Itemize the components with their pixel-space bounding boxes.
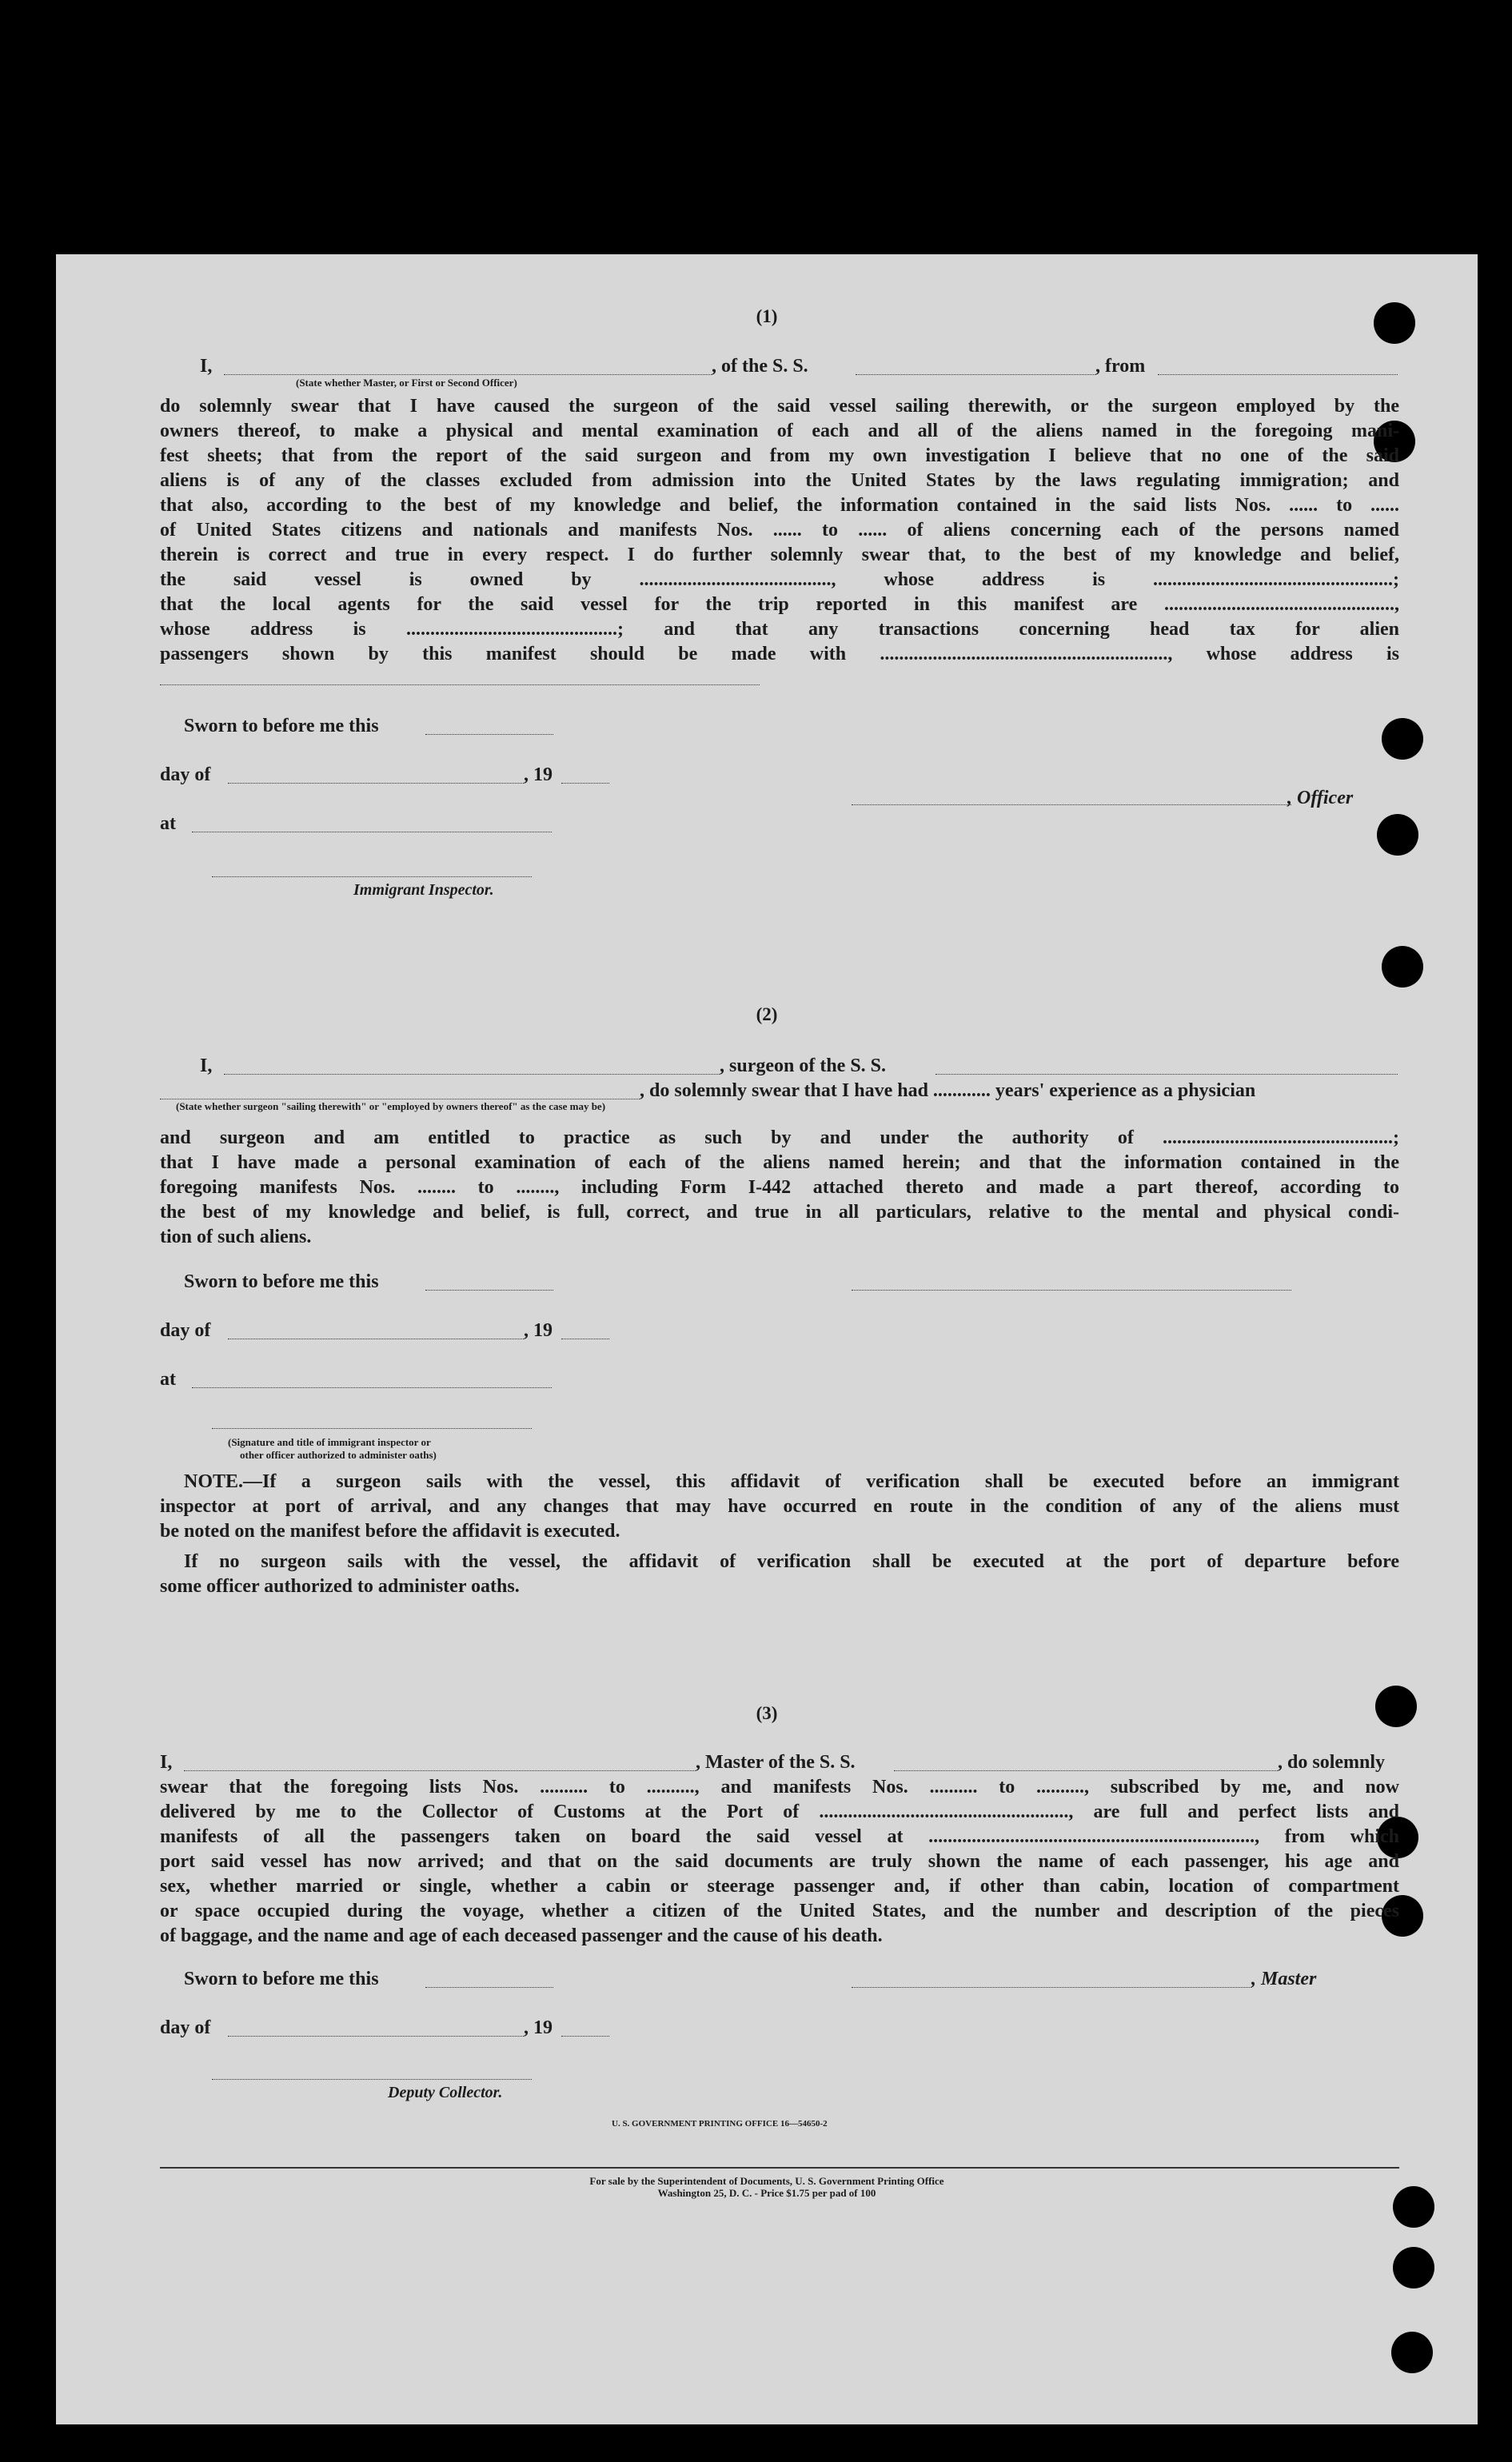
sale-notice-1: For sale by the Superintendent of Documents, U. S. Government Printing Office (589, 2175, 944, 2187)
sec2-sworn: Sworn to before me this (184, 1271, 379, 1292)
sec1-of-ss: , of the S. S. (712, 356, 808, 377)
sec1-officer: , Officer (1287, 788, 1354, 808)
manifest-back-page: (1) I, , of the S. S. , from (State whether Master, or First or Second Officer) do solemnly swear that I have caused the surgeon of the said vessel sailing therewith, or the surgeon employed by the owners thereof, to make a physical and mental examination of each and all of the aliens named in the foregoing mani- fest sheets; that from the report of the said surgeon and from my own investigation I believe that no one of the said aliens is of any of the classes excluded from admission into the United States by the laws regulating immigration; and that also, according to the best of my knowledge and belief, the information contained in the said lists Nos. ...... to ...... of United States citizens and nationals and manifests Nos. ...... to ...... of aliens concerning each of the persons named therein is correct and true in every respect. I do further solemnly swear that, to the best of my knowledge and belief, the said vessel is owned by ........................................, whose address is ..................................................; that the local agents for the said vessel for the trip reported in this manifest are ................................................, whose address is ............................................; and that any transactions concerning head tax for alien passengers shown by this manifest should be made with ............................................................, whose address is Sworn to before me this day of , 19 at , Officer Immigrant Inspector. (2) I, , surgeon of the S. S. , do solemnly swear that I have had ............ years' experience as a physician (State whether surgeon "sailing therewith" or "employed by owners thereof" as the case may be) and surgeon and am entitled to practice as such by and under the authority of ................................................; that I have made a personal examination of each of the aliens named herein; and that the information contained in the foregoing manifests Nos. ........ to ........, including Form I-442 attached thereto and made a part thereof, according to the best of my knowledge and belief, is full, correct, and true in all particulars, relative to the mental and physical condi- tion of such aliens. Sworn to before me this day of , 19 at (Signature and title of immigrant inspector or other officer authorized to administer oaths) NOTE.—If a surgeon sails with the vessel, this affidavit of verification shall be executed before an immigrant inspector at port of arrival, and any changes that may have occurred en route in the condition of any of the aliens must be noted on the manifest before the affidavit is executed. If no surgeon sails with the vessel, the affidavit of verification shall be executed at the port of departure before some officer authorized to administer oaths. (3) I, , Master of the S. S. , do solemnly swear that the foregoing lists Nos. .......... to .........., and manifests Nos. .......... to .........., subscribed by me, and now delivered by me to the Collector of Customs at the Port of ...................................................., are full and perfect lists and manifests of all the passengers taken on board the said vessel at ...................................................................., from which port said vessel has now arrived; and that on the said documents are truly shown the name of each passenger, his age and sex, whether married or single, whether a cabin or steerage passenger and, if other than cabin, location of compartment or space occupied during the voyage, whether a citizen of the United States, and the number and description of the pieces of baggage, and the name and age of each deceased passenger and the cause of his death. Sworn to before me this , Master day of , 19 Deputy Collector. U. S. GOVERNMENT PRINTING OFFICE 16—54650-2 For sale by the Superintendent of Documents, U. S. Government Printing Office Washington 25, D. C. - Price $1.75 per pad of 100 (56, 254, 1478, 2424)
sec3-sworn: Sworn to before me this (184, 1969, 379, 1989)
sec1-year: , 19 (524, 764, 553, 785)
sec1-immigrant-inspector: Immigrant Inspector. (353, 881, 494, 899)
sec2-year: , 19 (524, 1320, 553, 1341)
section-1-number: (1) (756, 306, 778, 326)
sec3-master: , Master (1251, 1969, 1317, 1989)
sec3-i: I, (160, 1752, 173, 1773)
punch-hole (1382, 946, 1423, 988)
sec2-state-note: (State whether surgeon "sailing therewith" or "employed by owners thereof" as the case may be) (176, 1100, 606, 1112)
punch-hole (1393, 2247, 1434, 2288)
section-3-number: (3) (756, 1703, 778, 1723)
punch-hole (1377, 814, 1418, 856)
sec2-i: I, (200, 1055, 213, 1076)
printing-office-mark: U. S. GOVERNMENT PRINTING OFFICE 16—54650-2 (612, 2119, 828, 2129)
sec2-surgeon-of: , surgeon of the S. S. (720, 1055, 887, 1076)
sec3-master-of: , Master of the S. S. (696, 1752, 856, 1773)
sec1-at: at (160, 813, 176, 834)
punch-hole (1382, 718, 1423, 760)
sec2-sig-note-1: (Signature and title of immigrant inspector or (228, 1436, 431, 1448)
sec2-day-of: day of (160, 1320, 211, 1341)
footer-rule (160, 2167, 1399, 2169)
sale-notice-2: Washington 25, D. C. - Price $1.75 per pad of 100 (657, 2187, 876, 2199)
sec2-at: at (160, 1369, 176, 1390)
sec3-deputy-collector: Deputy Collector. (388, 2084, 503, 2101)
sec1-state-note: (State whether Master, or First or Second Officer) (296, 377, 517, 389)
sec3-year: , 19 (524, 2017, 553, 2038)
sec3-solemnly: , do solemnly (1278, 1752, 1386, 1773)
sec1-i: I, (200, 356, 213, 377)
sec2-sig-note-2: other officer authorized to administer oaths) (240, 1449, 437, 1461)
punch-hole (1391, 2332, 1433, 2373)
sec1-sworn: Sworn to before me this (184, 716, 379, 736)
section-2-number: (2) (756, 1004, 778, 1024)
sec1-day-of: day of (160, 764, 211, 785)
sec3-day-of: day of (160, 2017, 211, 2038)
sec2-swear-line: , do solemnly swear that I have had ............ years' experience as a physician (640, 1080, 1256, 1101)
sec1-from: , from (1095, 356, 1146, 377)
